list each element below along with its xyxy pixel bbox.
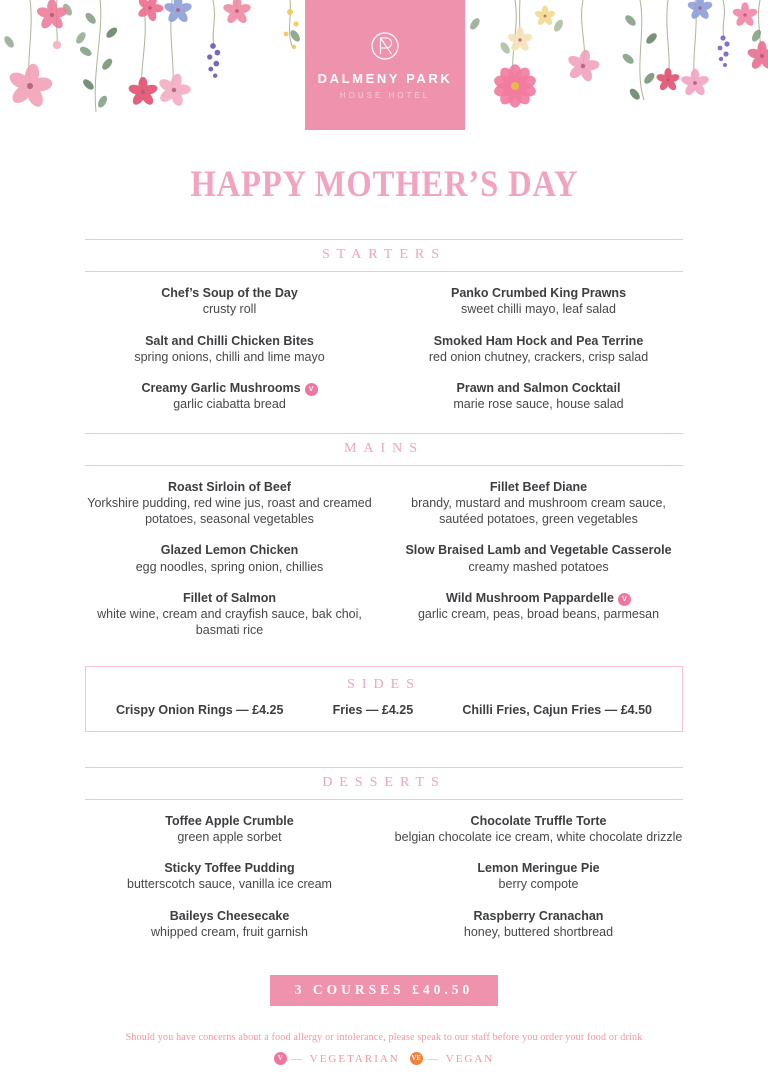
menu-item: Fillet of Salmon white wine, cream and crayfish sauce, bak choi, basmati rice — [97, 590, 362, 638]
starters-left-column — [85, 285, 374, 413]
mains-left-column — [85, 479, 374, 639]
hotel-logo-box — [305, 0, 465, 130]
menu-item: Fillet Beef Diane brandy, mustard and mushroom cream sauce, sautéed potatoes, green vegetables — [411, 479, 666, 526]
vegetarian-legend: V — VEGETARIAN — [274, 1052, 400, 1065]
starters-right-column — [394, 285, 683, 413]
menu-item: Chef’s Soup of the Day crusty roll — [161, 286, 298, 317]
hotel-subtitle: HOUSE HOTEL — [339, 91, 431, 100]
vegan-label: VEGAN — [445, 1052, 495, 1065]
menu-item: Smoked Ham Hock and Pea Terrine red onion chutney, crackers, crisp salad — [428, 333, 649, 364]
dalmeny-park-monogram-icon — [369, 30, 401, 62]
sides-heading: SIDES — [347, 676, 421, 692]
mains-heading: MAINS — [343, 440, 425, 456]
side-item: Chilli Fries, Cajun Fries — £4.50 — [462, 702, 652, 717]
allergy-notice: Should you have concerns about a food allergy or intolerance, please speak to our staff before you order your food or drink — [125, 1032, 643, 1043]
starters-heading: STARTERS — [321, 247, 447, 262]
mains-right-column — [394, 479, 683, 639]
vegetarian-badge: V — [305, 383, 318, 396]
vegan-legend: VE — VEGAN — [411, 1052, 495, 1065]
desserts-heading: DESSERTS — [322, 774, 446, 790]
price-banner: 3 COURSES £40.50 — [270, 975, 498, 1006]
desserts-section — [85, 767, 683, 941]
menu-item: Sticky Toffee Pudding butterscotch sauce, vanilla ice cream — [127, 861, 332, 892]
menu-item: Baileys Cheesecake whipped cream, fruit garnish — [150, 908, 309, 939]
side-item: Fries — £4.25 — [332, 702, 414, 717]
desserts-right-column — [394, 813, 683, 941]
menu-item: Prawn and Salmon Cocktail marie rose sauce, house salad — [453, 381, 624, 412]
dietary-legend — [0, 1052, 768, 1065]
page-title: HAPPY MOTHER’S DAY — [190, 164, 578, 205]
vegan-badge: VE — [410, 1052, 423, 1065]
menu-item: Wild Mushroom Pappardelle V garlic cream, peas, broad beans, parmesan — [417, 590, 660, 621]
menu-item: Slow Braised Lamb and Vegetable Casserole creamy mashed potatoes — [405, 543, 672, 574]
desserts-left-column — [85, 813, 374, 941]
vegetarian-badge: V — [274, 1052, 287, 1065]
menu-item: Glazed Lemon Chicken egg noodles, spring onion, chillies — [135, 543, 324, 574]
menu-item: Raspberry Cranachan honey, buttered shortbread — [463, 908, 614, 939]
vegetarian-label: VEGETARIAN — [309, 1052, 400, 1065]
menu-item: Panko Crumbed King Prawns sweet chilli mayo, leaf salad — [450, 286, 627, 317]
menu-item: Roast Sirloin of Beef Yorkshire pudding, red wine jus, roast and creamed potatoes, seasonal vegetables — [87, 479, 372, 526]
menu-item: Toffee Apple Crumble green apple sorbet — [165, 813, 294, 844]
side-item: Crispy Onion Rings — £4.25 — [116, 702, 284, 717]
menu-item: Creamy Garlic Mushrooms V garlic ciabatta bread — [141, 380, 317, 413]
menu-item: Chocolate Truffle Torte belgian chocolate ice cream, white chocolate drizzle — [394, 813, 683, 844]
sides-section — [85, 666, 683, 732]
vegetarian-badge: V — [618, 593, 631, 606]
starters-section — [85, 239, 683, 413]
menu-item: Salt and Chilli Chicken Bites spring onions, chilli and lime mayo — [134, 333, 325, 364]
mains-section — [85, 433, 683, 639]
hotel-name: DALMENY PARK — [317, 71, 453, 86]
menu-item: Lemon Meringue Pie berry compote — [477, 861, 600, 892]
